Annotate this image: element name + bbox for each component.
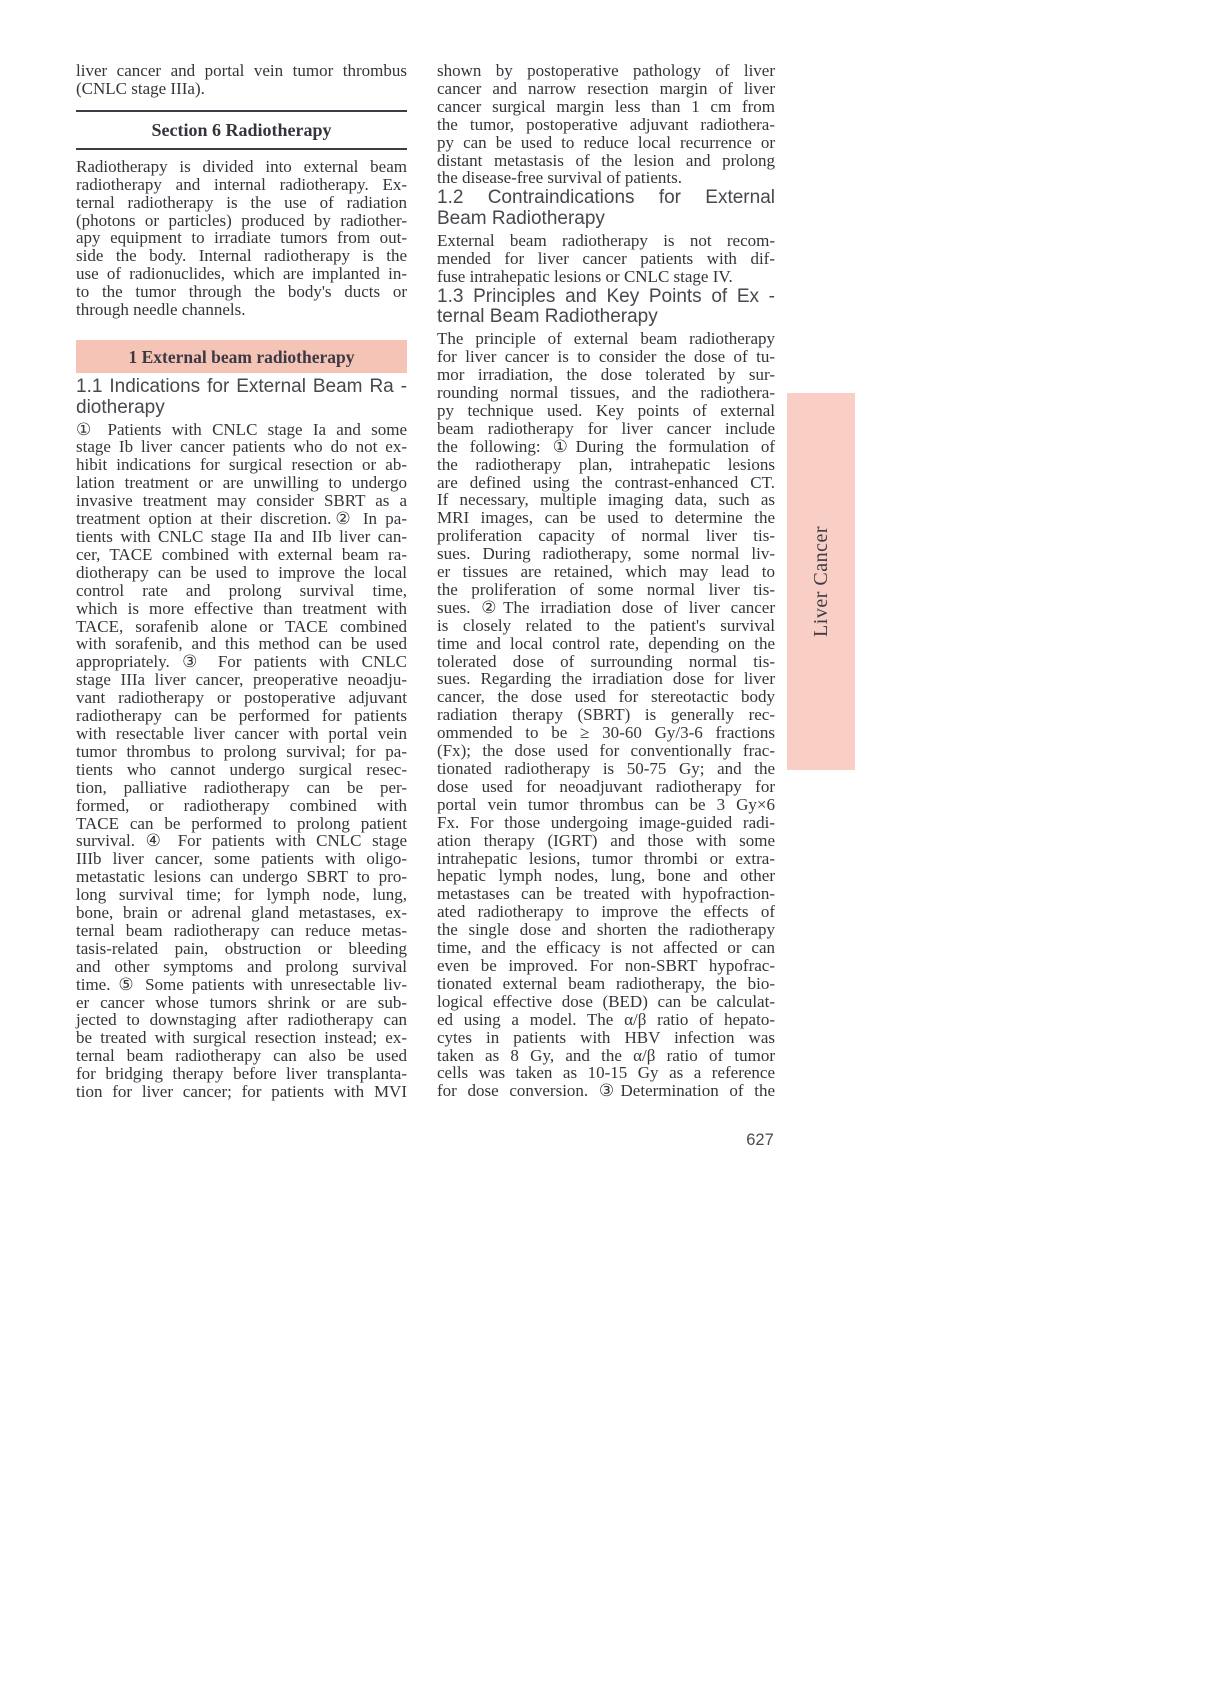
text-line: logical effective dose (BED) can be calculat-	[437, 991, 775, 1011]
text-line: with sorafenib, and this method can be used	[76, 634, 407, 654]
text-line: sues. ②The irradiation dose of liver cancer	[437, 597, 775, 617]
text-line: time and local control rate, depending on the	[437, 633, 775, 653]
text-line: Beam Radiotherapy	[437, 208, 605, 230]
text-line: for liver cancer is to consider the dose of tu-	[437, 347, 775, 367]
text-line: tionated radiotherapy is 50-75 Gy; and the	[437, 759, 775, 778]
paragraph	[76, 421, 407, 1101]
text-line: sues. Regarding the irradiation dose for liver	[437, 669, 775, 689]
text-line: cytes in patients with HBV infection was	[437, 1027, 775, 1047]
text-line: ① Patients with CNLC stage Ia and some	[76, 419, 407, 439]
text-line: apy equipment to irradiate tumors from out-	[76, 228, 407, 248]
text-line: radiation therapy (SBRT) is generally rec-	[437, 705, 775, 725]
text-line: mor irradiation, the dose tolerated by sur-	[437, 365, 775, 385]
text-line: is closely related to the patient's survival	[437, 615, 775, 635]
text-line: jected to downstaging after radiotherapy can	[76, 1010, 407, 1030]
text-line: ternal beam radiotherapy can also be used	[76, 1046, 407, 1066]
text-line: portal vein tumor thrombus can be 3 Gy×6	[437, 794, 775, 814]
text-line: tion for liver cancer; for patients with MVI	[76, 1082, 407, 1102]
text-line: time, and the efficacy is not affected or can	[437, 938, 775, 958]
text-line: appropriately. ③ For patients with CNLC	[76, 652, 407, 672]
text-line: and other symptoms and prolong survival	[76, 956, 407, 976]
subsection-heading	[437, 287, 775, 329]
text-line: taken as 8 Gy, and the α/β ratio of tumor	[437, 1045, 775, 1065]
subsection-heading	[437, 188, 775, 230]
text-line: 1.1 Indications for External Beam Ra -	[76, 375, 407, 397]
paragraph	[437, 62, 775, 187]
text-line: diotherapy	[76, 396, 165, 418]
text-line: metastatic lesions can undergo SBRT to pro-	[76, 867, 407, 887]
text-line: beam radiotherapy for liver cancer include	[437, 418, 775, 438]
text-line: ternal beam radiotherapy can reduce metas-	[76, 920, 407, 940]
pink-heading: 1 External beam radiotherapy	[76, 340, 407, 373]
section-heading: Section 6 Radiotherapy	[76, 110, 407, 150]
text-line: intrahepatic lesions, tumor thrombi or extra-	[437, 848, 775, 868]
text-line: distant metastasis of the lesion and prolong	[437, 150, 775, 170]
text-line: with resectable liver cancer with portal vein	[76, 723, 407, 743]
text-line: which is more effective than treatment with	[76, 598, 407, 618]
text-line: Fx. For those undergoing image-guided radi-	[437, 812, 775, 832]
text-line: tionated external beam radiotherapy, the bio-	[437, 973, 775, 993]
text-line: through needle channels.	[76, 300, 246, 320]
text-line: hepatic lymph nodes, lung, bone and other	[437, 866, 775, 886]
chapter-tab-label: Liver Cancer	[809, 526, 832, 637]
text-line: bone, brain or adrenal gland metastases, ex-	[76, 903, 407, 923]
text-line: dose used for neoadjuvant radiotherapy for	[437, 776, 775, 796]
text-line: radiotherapy and internal radiotherapy. Ex-	[76, 174, 407, 194]
text-line: tolerated dose of surrounding normal tis-	[437, 651, 775, 671]
text-line: cancer and narrow resection margin of liver	[437, 78, 775, 98]
text-line: to the tumor through the body's ducts or	[76, 282, 407, 302]
text-line: lation treatment or are unwilling to undergo	[76, 473, 407, 493]
text-line: shown by postoperative pathology of liver	[437, 61, 775, 80]
text-line: (photons or particles) produced by radiother-	[76, 210, 407, 230]
text-line: ed using a model. The α/β ratio of hepato-	[437, 1009, 775, 1029]
text-line: hibit indications for surgical resection or ab-	[76, 455, 407, 475]
text-line: External beam radiotherapy is not recom-	[437, 230, 775, 250]
text-line: side the body. Internal radiotherapy is the	[76, 246, 407, 266]
text-line: metastases can be treated with hypofraction-	[437, 884, 775, 904]
text-line: treatment option at their discretion.② In pa-	[76, 509, 407, 529]
chapter-tab	[787, 393, 855, 770]
text-line: the proliferation of some normal liver tis-	[437, 579, 775, 599]
text-line: rounding normal tissues, and the radiothera-	[437, 382, 775, 402]
text-line: the disease-free survival of patients.	[437, 168, 682, 188]
text-line: are defined using the contrast-enhanced CT.	[437, 472, 775, 492]
text-line: use of radionuclides, which are implanted in-	[76, 264, 407, 284]
text-line: 1.2 Contraindications for External	[437, 187, 775, 209]
text-line: ternal radiotherapy is the use of radiation	[76, 192, 407, 212]
paragraph	[437, 232, 775, 286]
text-line: ation therapy (IGRT) and those with some	[437, 830, 775, 850]
text-line: tients with CNLC stage IIa and IIb liver can-	[76, 527, 407, 546]
text-line: tumor thrombus to prolong survival; for pa-	[76, 741, 407, 761]
text-line: tients who cannot undergo surgical resec-	[76, 759, 407, 779]
text-line: invasive treatment may consider SBRT as a	[76, 491, 407, 511]
paragraph	[76, 158, 407, 319]
text-line: time. ⑤ Some patients with unresectable liv-	[76, 974, 407, 994]
text-line: liver cancer and portal vein tumor thrombus	[76, 61, 407, 80]
text-line: (Fx); the dose used for conventionally frac-	[437, 741, 775, 761]
text-line: cancer, the dose used for stereotactic body	[437, 687, 775, 707]
right-column	[437, 62, 775, 1100]
text-line: tion, palliative radiotherapy can be per-	[76, 777, 407, 797]
text-line: MRI images, can be used to determine the	[437, 508, 775, 528]
text-line: py technique used. Key points of external	[437, 400, 775, 420]
subsection-heading	[76, 377, 407, 419]
text-line: survival. ④ For patients with CNLC stage	[76, 831, 407, 851]
text-line: cells was taken as 10-15 Gy as a reference	[437, 1063, 775, 1083]
text-line: control rate and prolong survival time,	[76, 580, 407, 600]
text-line: ated radiotherapy to improve the effects of	[437, 902, 775, 922]
text-line: IIIb liver cancer, some patients with oligo-	[76, 849, 407, 869]
text-line: be treated with surgical resection instead; ex-	[76, 1028, 407, 1048]
text-line: long survival time; for lymph node, lung,	[76, 885, 407, 905]
text-line: If necessary, multiple imaging data, such as	[437, 490, 775, 510]
text-line: The principle of external beam radiotherapy	[437, 329, 775, 349]
text-line: vant radiotherapy or postoperative adjuvant	[76, 688, 407, 708]
text-line: formed, or radiotherapy combined with	[76, 795, 407, 815]
paragraph	[437, 330, 775, 1100]
text-line: the radiotherapy plan, intrahepatic lesions	[437, 454, 775, 474]
text-line: stage Ib liver cancer patients who do not ex-	[76, 437, 407, 457]
text-line: the following: ①During the formulation of	[437, 436, 775, 456]
text-line: diotherapy can be used to improve the local	[76, 562, 407, 582]
text-line: 1.3 Principles and Key Points of Ex -	[437, 285, 775, 307]
text-line: py can be used to reduce local recurrence or	[437, 132, 775, 152]
text-line: ternal Beam Radiotherapy	[437, 306, 658, 328]
text-line: radiotherapy can be performed for patients	[76, 706, 407, 726]
paragraph	[76, 62, 407, 98]
text-line: for bridging therapy before liver transplanta-	[76, 1064, 407, 1084]
text-line: ommended to be ≥ 30-60 Gy/3-6 fractions	[437, 723, 775, 743]
text-line: the tumor, postoperative adjuvant radiothera-	[437, 114, 775, 134]
text-line: er tissues are retained, which may lead to	[437, 562, 775, 582]
text-line: stage IIIa liver cancer, preoperative neoadju-	[76, 670, 407, 690]
text-line: fuse intrahepatic lesions or CNLC stage IV.	[437, 266, 733, 286]
page-number: 627	[746, 1131, 774, 1149]
text-line: TACE can be performed to prolong patient	[76, 813, 407, 833]
text-line: mended for liver cancer patients with dif-	[437, 248, 775, 268]
text-line: TACE, sorafenib alone or TACE combined	[76, 616, 407, 636]
text-line: the single dose and shorten the radiotherapy	[437, 920, 775, 940]
text-line: even be improved. For non-SBRT hypofrac-	[437, 955, 775, 975]
text-line: cancer surgical margin less than 1 cm from	[437, 96, 775, 116]
left-column	[76, 62, 407, 1101]
text-line: Radiotherapy is divided into external beam	[76, 156, 407, 176]
text-line: cer, TACE combined with external beam ra-	[76, 544, 407, 564]
text-line: tasis-related pain, obstruction or bleeding	[76, 938, 407, 958]
text-line: proliferation capacity of normal liver tis-	[437, 526, 775, 546]
text-line: sues. During radiotherapy, some normal liv-	[437, 544, 775, 564]
text-line: for dose conversion. ③Determination of the	[437, 1081, 775, 1101]
text-line: er cancer whose tumors shrink or are sub-	[76, 992, 407, 1012]
text-line: (CNLC stage IIIa).	[76, 78, 205, 98]
